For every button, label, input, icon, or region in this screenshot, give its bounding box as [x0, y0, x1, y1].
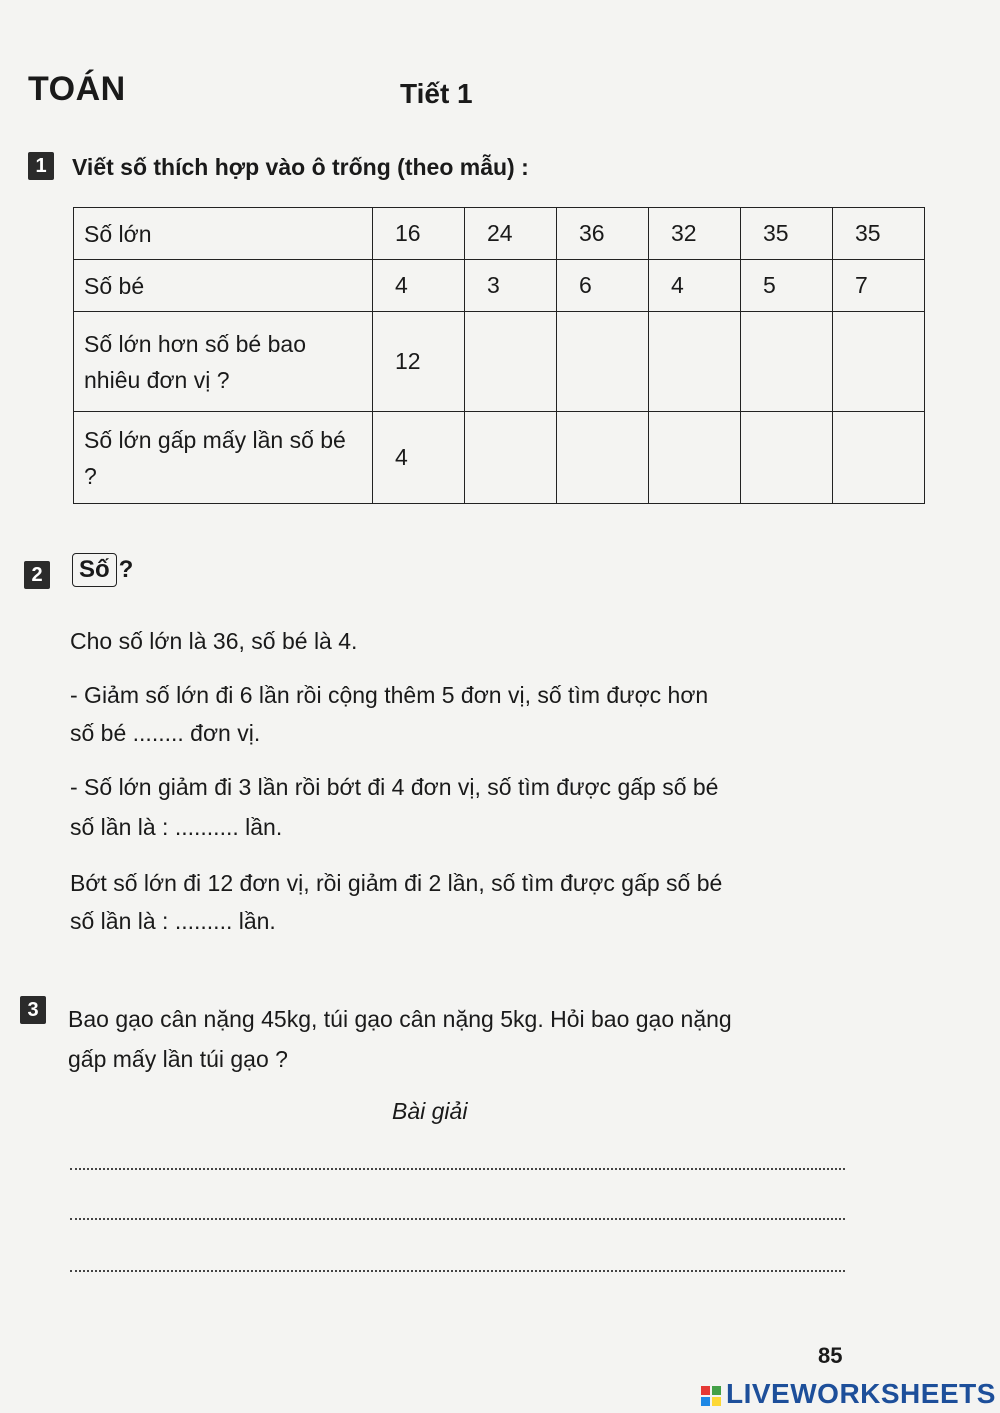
exercise-1-table	[73, 207, 925, 504]
exercise-1-title: Viết số thích hợp vào ô trống (theo mẫu) :	[72, 154, 529, 180]
table-cell: 4	[373, 412, 465, 504]
answer-cell[interactable]	[833, 312, 925, 412]
exercise-2-item-2-line-1: - Số lớn giảm đi 3 lần rồi bớt đi 4 đơn vị, số tìm được gấp số bé	[70, 774, 719, 800]
exercise-2-item-1-line-1: - Giảm số lớn đi 6 lần rồi cộng thêm 5 đơn vị, số tìm được hơn	[70, 682, 709, 708]
subject-title: TOÁN	[28, 70, 126, 108]
answer-cell[interactable]	[649, 412, 741, 504]
page-number: 85	[818, 1343, 843, 1368]
question-mark: ?	[118, 556, 134, 583]
solution-label: Bài giải	[392, 1098, 468, 1124]
answer-cell[interactable]	[741, 312, 833, 412]
table-row	[74, 412, 925, 504]
brand-logo	[700, 1378, 996, 1410]
so-box: Số	[72, 553, 117, 587]
row-label: Số lớn gấp mấy lần số bé ?	[74, 412, 373, 504]
table-cell: 6	[557, 260, 649, 312]
answer-cell[interactable]	[465, 312, 557, 412]
answer-line[interactable]	[70, 1270, 845, 1272]
exercise-3-line-2: gấp mấy lần túi gạo ?	[68, 1046, 288, 1072]
liveworksheets-icon	[700, 1385, 722, 1407]
answer-cell[interactable]	[557, 312, 649, 412]
answer-line[interactable]	[70, 1218, 845, 1220]
table-cell: 32	[649, 208, 741, 260]
exercise-3-badge: 3	[20, 996, 46, 1024]
exercise-2-intro: Cho số lớn là 36, số bé là 4.	[70, 628, 358, 654]
exercise-2-item-2-line-2: số lần là : .......... lần.	[70, 814, 283, 840]
answer-cell[interactable]	[649, 312, 741, 412]
table-cell: 12	[373, 312, 465, 412]
answer-cell[interactable]	[833, 412, 925, 504]
table-cell: 24	[465, 208, 557, 260]
row-label: Số lớn	[74, 208, 373, 260]
lesson-title: Tiết 1	[400, 78, 473, 109]
table-cell: 7	[833, 260, 925, 312]
table-row	[74, 208, 925, 260]
exercise-3-line-1: Bao gạo cân nặng 45kg, túi gạo cân nặng 5kg. Hỏi bao gạo nặng	[68, 1006, 732, 1032]
table-row	[74, 260, 925, 312]
table-cell: 3	[465, 260, 557, 312]
exercise-1-badge: 1	[28, 152, 54, 180]
table-cell: 5	[741, 260, 833, 312]
answer-cell[interactable]	[557, 412, 649, 504]
table-cell: 4	[649, 260, 741, 312]
table-cell: 4	[373, 260, 465, 312]
row-label: Số bé	[74, 260, 373, 312]
table-cell: 16	[373, 208, 465, 260]
table-cell: 35	[741, 208, 833, 260]
brand-name: LIVEWORKSHEETS	[726, 1378, 996, 1409]
exercise-2-item-1-line-2: số bé ........ đơn vị.	[70, 720, 261, 746]
table-row	[74, 312, 925, 412]
answer-line[interactable]	[70, 1168, 845, 1170]
answer-cell[interactable]	[465, 412, 557, 504]
exercise-2-item-3-line-1: Bớt số lớn đi 12 đơn vị, rồi giảm đi 2 lần, số tìm được gấp số bé	[70, 870, 723, 896]
row-label: Số lớn hơn số bé bao nhiêu đơn vị ?	[74, 312, 373, 412]
table-cell: 35	[833, 208, 925, 260]
exercise-2-badge: 2	[24, 561, 50, 589]
exercise-2-title	[72, 553, 133, 587]
exercise-2-item-3-line-2: số lần là : ......... lần.	[70, 908, 276, 934]
answer-cell[interactable]	[741, 412, 833, 504]
table-cell: 36	[557, 208, 649, 260]
